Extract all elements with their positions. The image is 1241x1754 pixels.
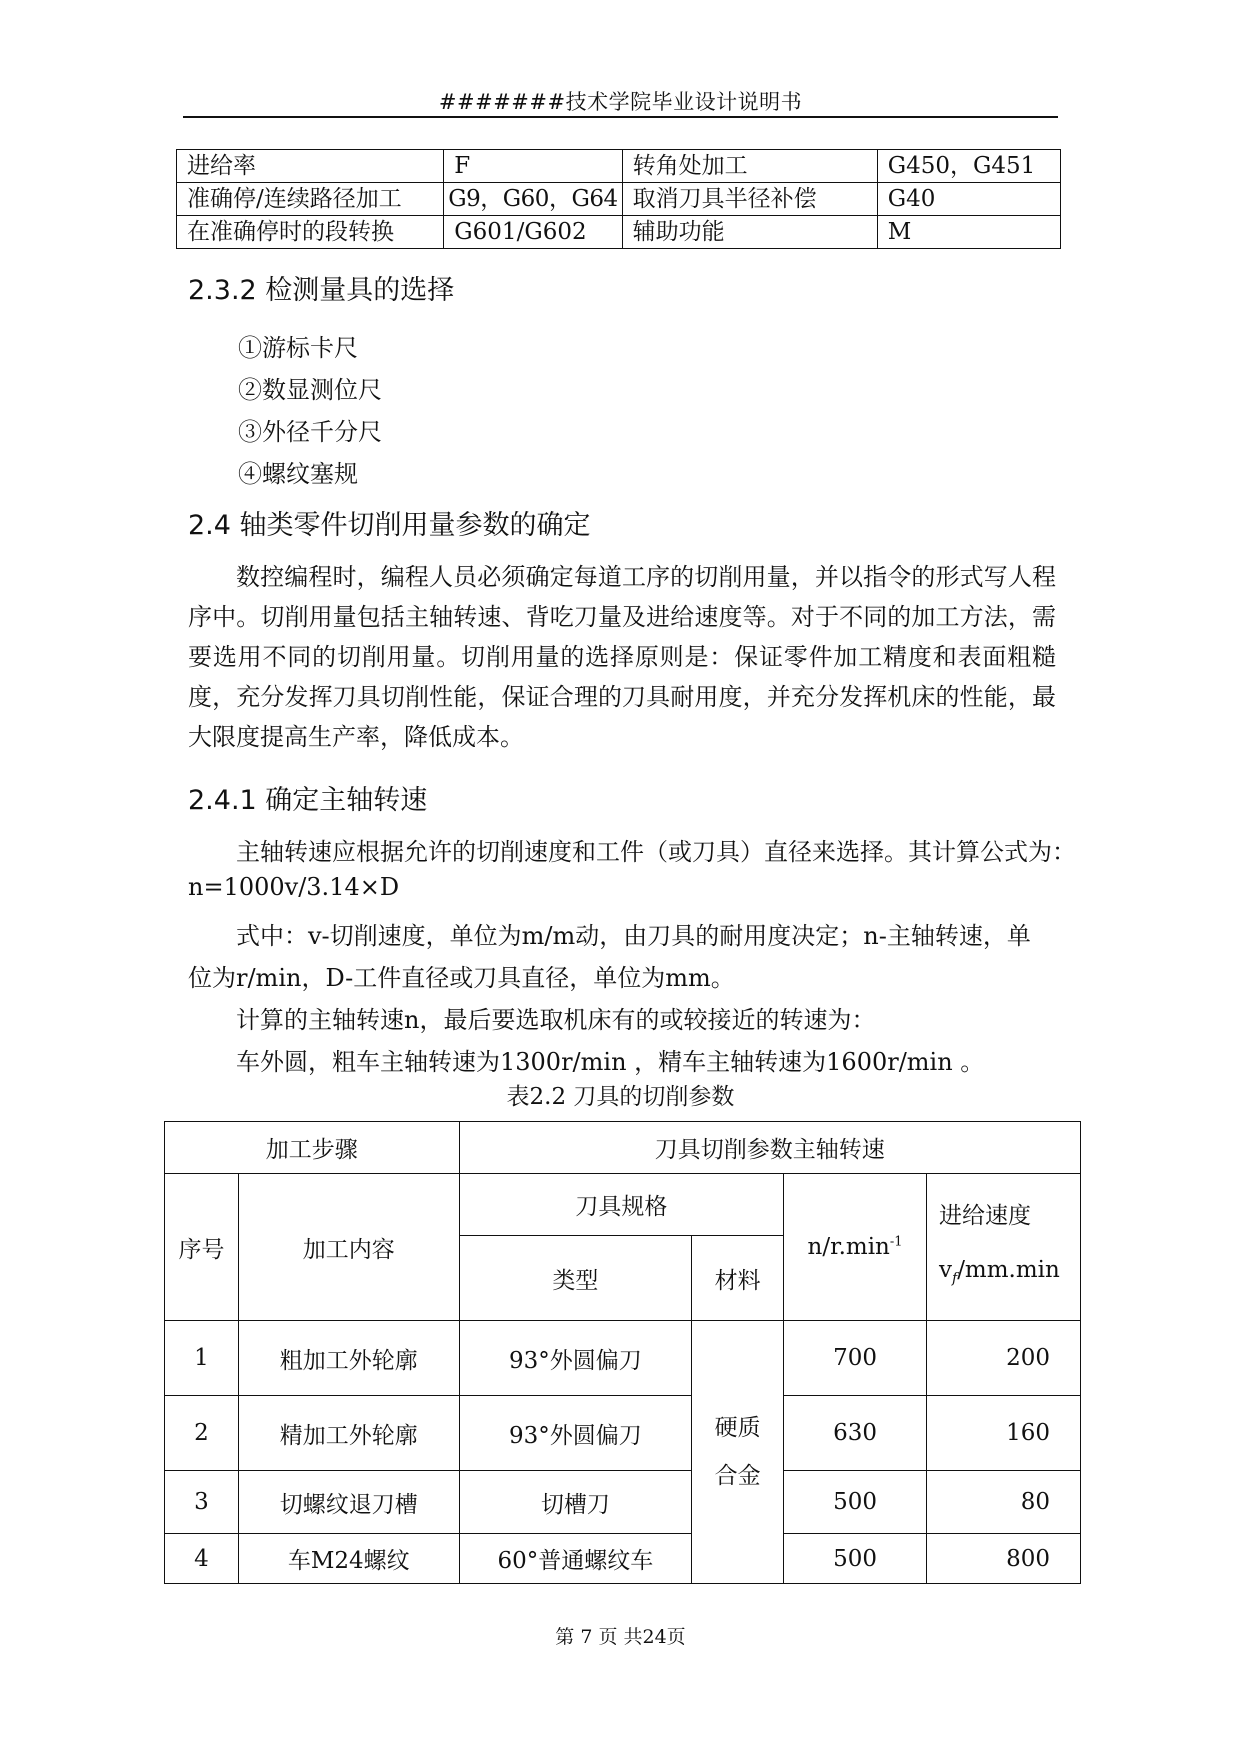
table-cell: 3 <box>165 1471 239 1534</box>
formula: n=1000v/3.14×D <box>188 873 400 901</box>
table-cell: F <box>444 150 622 183</box>
cutting-parameters-table <box>164 1121 1081 1584</box>
table-row <box>165 1122 1081 1174</box>
table-cell: G9，G60，G64 <box>444 183 622 216</box>
text-line: 计算的主轴转速n，最后要选取机床有的或较接近的转速为： <box>236 1006 876 1034</box>
header-cell: 加工步骤 <box>165 1122 460 1174</box>
table-caption: 表2.2 刀具的切削参数 <box>506 1084 735 1110</box>
table-cell: 2 <box>165 1396 239 1471</box>
page-footer: 第 7 页 共24页 <box>555 1626 686 1648</box>
header-cell <box>927 1174 1081 1321</box>
table-row <box>165 1534 1081 1584</box>
paragraph-text: 数控编程时，编程人员必须确定每道工序的切削用量，并以指令的形式写人程序中。切削用量包括主轴转速、背吃刀量及进给速度等。对于不同的加工方法，需要选用不同的切削用量。切削用量的选择原则是：保证零件加工精度和表面粗糙度，充分发挥刀具切削性能，保证合理的刀具耐用度，并充分发挥机床的性能，最大限度提高生产率，降低成本。 <box>188 563 1056 751</box>
material-cell <box>692 1321 784 1584</box>
table-row <box>165 1396 1081 1471</box>
speed-unit-sup: -1 <box>889 1234 903 1250</box>
feed-unit-rest: /mm.min <box>957 1256 1060 1283</box>
table-cell: 转角处加工 <box>622 150 877 183</box>
table-cell: 60°普通螺纹车 <box>459 1534 692 1584</box>
table-cell: 切螺纹退刀槽 <box>238 1471 459 1534</box>
table-row <box>165 1321 1081 1396</box>
table-cell: 93°外圆偏刀 <box>459 1321 692 1396</box>
list-item: ④螺纹塞规 <box>238 460 358 488</box>
table-cell: 200 <box>927 1321 1081 1396</box>
table-cell: 粗加工外轮廓 <box>238 1321 459 1396</box>
table-row <box>177 216 1061 249</box>
table-cell: 取消刀具半径补偿 <box>622 183 877 216</box>
body-paragraph <box>188 557 1056 757</box>
section-heading-2-4: 2.4 轴类零件切削用量参数的确定 <box>188 510 591 541</box>
table-cell: G601/G602 <box>444 216 622 249</box>
table-cell: G40 <box>877 183 1060 216</box>
header-cell: 刀具切削参数主轴转速 <box>459 1122 1080 1174</box>
text-line: 车外圆，粗车主轴转速为1300r/min ，精车主轴转速为1600r/min 。 <box>236 1048 985 1076</box>
header-rule <box>183 116 1058 118</box>
table-cell: 160 <box>927 1396 1081 1471</box>
table-row <box>165 1471 1081 1534</box>
header-cell <box>784 1174 927 1321</box>
header-cell: 类型 <box>459 1236 692 1321</box>
feed-unit <box>939 1243 1080 1306</box>
feed-unit-v: v <box>939 1256 952 1283</box>
table-cell: 700 <box>784 1321 927 1396</box>
text-line: 式中：v-切削速度，单位为m/m动，由刀具的耐用度决定；n-主轴转速，单 <box>236 922 1031 950</box>
table-cell: 500 <box>784 1534 927 1584</box>
feed-unit-sub: f <box>952 1270 958 1287</box>
table-cell: 切槽刀 <box>459 1471 692 1534</box>
table-cell: M <box>877 216 1060 249</box>
table-cell: 准确停/连续路径加工 <box>177 183 444 216</box>
table-cell: 80 <box>927 1471 1081 1534</box>
g-code-table <box>176 149 1061 249</box>
table-cell: 93°外圆偏刀 <box>459 1396 692 1471</box>
table-cell: 在准确停时的段转换 <box>177 216 444 249</box>
table-cell: 精加工外轮廓 <box>238 1396 459 1471</box>
header-cell: 刀具规格 <box>459 1174 784 1236</box>
table-cell: 辅助功能 <box>622 216 877 249</box>
speed-unit: n/r.min <box>807 1234 890 1260</box>
feed-label: 进给速度 <box>939 1202 1031 1229</box>
list-item: ③外径千分尺 <box>238 418 382 446</box>
section-heading-2-4-1: 2.4.1 确定主轴转速 <box>188 785 428 816</box>
header-cell: 序号 <box>165 1174 239 1321</box>
table-cell: 车M24螺纹 <box>238 1534 459 1584</box>
table-cell: 500 <box>784 1471 927 1534</box>
section-heading-2-3-2: 2.3.2 检测量具的选择 <box>188 275 455 306</box>
page-header: #######技术学院毕业设计说明书 <box>438 90 803 114</box>
material-line: 合金 <box>714 1463 761 1489</box>
table-row <box>165 1174 1081 1236</box>
table-cell: 800 <box>927 1534 1081 1584</box>
material-line: 硬质 <box>714 1415 761 1441</box>
table-cell: G450，G451 <box>877 150 1060 183</box>
table-cell: 4 <box>165 1534 239 1584</box>
header-cell: 加工内容 <box>238 1174 459 1321</box>
table-cell: 进给率 <box>177 150 444 183</box>
text-line: 位为r/min，D-工件直径或刀具直径，单位为mm。 <box>188 964 735 992</box>
list-item: ①游标卡尺 <box>238 334 358 362</box>
table-row <box>177 150 1061 183</box>
table-cell: 630 <box>784 1396 927 1471</box>
table-cell: 1 <box>165 1321 239 1396</box>
header-cell: 材料 <box>692 1236 784 1321</box>
text-line: 主轴转速应根据允许的切削速度和工件（或刀具）直径来选择。其计算公式为： <box>236 838 1076 866</box>
table-row <box>177 183 1061 216</box>
list-item: ②数显测位尺 <box>238 376 382 404</box>
